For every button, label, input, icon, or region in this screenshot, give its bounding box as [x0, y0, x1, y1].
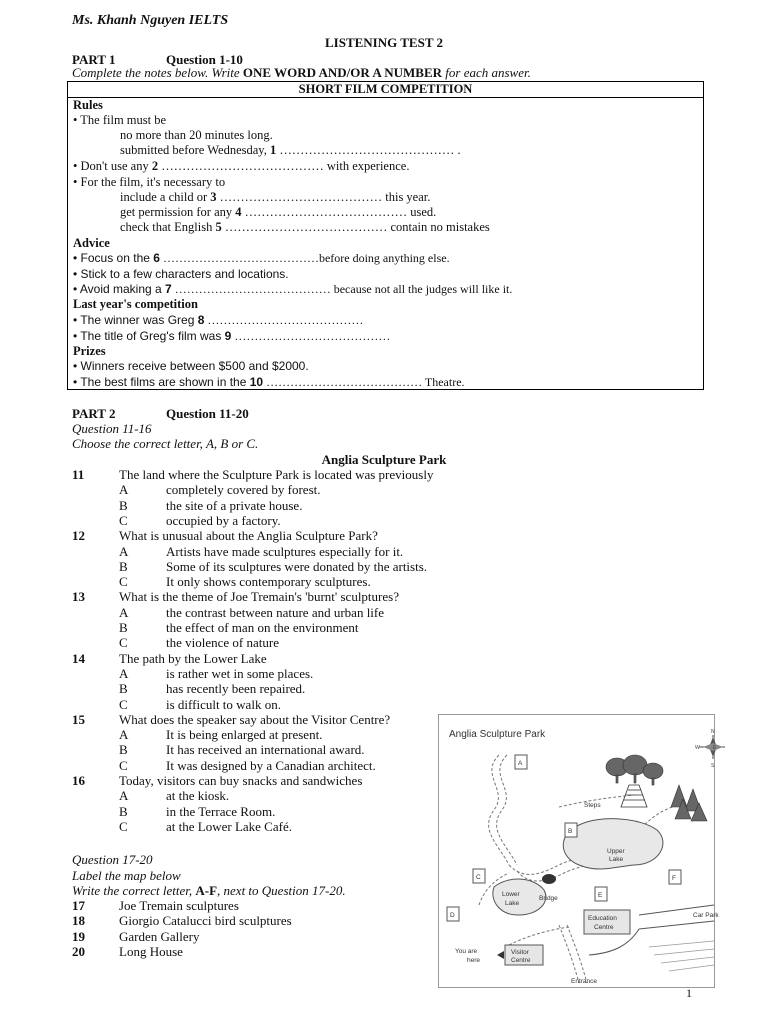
note-gap-10	[73, 375, 465, 390]
instr-pre: Complete the notes below. Write	[72, 65, 243, 80]
note-text: • The title of Greg's film was	[73, 329, 225, 343]
letter-c: C	[476, 874, 481, 881]
bridge-label: Bridge	[539, 895, 558, 902]
note-line: • The film must be	[73, 113, 167, 127]
option-text[interactable]: It was designed by a Canadian architect.	[166, 757, 376, 773]
letter-d: D	[450, 912, 455, 919]
part2-label: PART 2	[72, 406, 116, 421]
question-number: 11	[72, 467, 85, 482]
note-gap-6	[73, 251, 450, 266]
answer-blank[interactable]: ………………………………… because not all the judges will like it.	[171, 282, 513, 296]
part1-questions: Question 1-10	[166, 52, 243, 67]
note-gap-5	[120, 220, 490, 235]
note-text: get permission for any	[120, 205, 236, 219]
option-text[interactable]: at the kiosk.	[166, 788, 230, 804]
compass-icon	[695, 729, 725, 769]
question-number: 14	[72, 650, 85, 666]
letter-a: A	[518, 760, 523, 767]
map-item-name: Joe Tremain sculptures	[119, 898, 239, 913]
option-text[interactable]: in the Terrace Room.	[166, 803, 276, 819]
gap-number: 5	[215, 220, 222, 234]
map-item-name: Giorgio Catalucci bird sculptures	[119, 913, 292, 929]
question-number: 19	[72, 928, 85, 944]
question-number: 13	[72, 589, 85, 605]
test-title: LISTENING TEST 2	[324, 35, 444, 50]
note-gap-9	[73, 329, 390, 344]
note-text: • The winner was Greg	[73, 313, 198, 327]
option-letter[interactable]: C	[119, 757, 128, 773]
letter-f: F	[672, 875, 676, 882]
option-text[interactable]: the effect of man on the environment	[166, 620, 359, 635]
option-text[interactable]: the site of a private house.	[166, 497, 303, 513]
instr-bold: A-F	[195, 883, 218, 898]
note-text: submitted before Wednesday,	[120, 143, 270, 157]
answer-blank[interactable]: ………………………………… used.	[241, 205, 437, 219]
trees-icon	[606, 755, 707, 821]
page-number: 1	[686, 986, 692, 1000]
letter-e: E	[598, 892, 603, 899]
prizes-heading: Prizes	[73, 344, 106, 358]
note-gap-2	[73, 159, 409, 174]
notes-box-title: SHORT FILM COMPETITION	[68, 82, 703, 98]
option-letter[interactable]: B	[119, 497, 128, 513]
question-text: Today, visitors can buy snacks and sandwiches	[119, 773, 363, 788]
map-instruction-2	[72, 883, 346, 899]
gap-number: 10	[249, 375, 264, 389]
option-letter[interactable]: C	[119, 574, 128, 590]
note-line: • For the film, it's necessary to	[73, 175, 226, 189]
part2-heading	[72, 406, 249, 422]
option-text[interactable]: is difficult to walk on.	[166, 696, 281, 712]
option-letter[interactable]: A	[119, 543, 129, 559]
note-gap-1	[120, 143, 461, 158]
option-letter[interactable]: C	[119, 635, 128, 651]
entrance-label: Entrance	[571, 978, 598, 985]
compass-e: E	[713, 745, 717, 751]
answer-blank[interactable]: …………………………………… .	[276, 143, 461, 157]
answer-blank[interactable]: …………………………………	[204, 313, 364, 327]
question-number: 17	[72, 898, 85, 913]
option-text[interactable]: It has received an international award.	[166, 742, 365, 758]
note-text: • Don't use any	[73, 159, 152, 173]
you-are-here-2: here	[467, 957, 481, 964]
option-text[interactable]: occupied by a factory.	[166, 512, 281, 528]
note-line: no more than 20 minutes long.	[120, 128, 273, 142]
rules-heading: Rules	[73, 98, 103, 112]
answer-blank[interactable]: ………………………………… with experience.	[158, 159, 410, 173]
gap-number: 3	[210, 190, 217, 204]
option-letter[interactable]: B	[119, 558, 128, 574]
option-text[interactable]: Some of its sculptures were donated by the artists.	[166, 558, 428, 574]
option-letter[interactable]: C	[119, 696, 128, 712]
option-text[interactable]: at the Lower Lake Café.	[166, 818, 292, 834]
option-letter[interactable]: C	[119, 512, 128, 528]
part2-questions: Question 11-20	[166, 406, 249, 421]
option-letter[interactable]: B	[119, 803, 128, 819]
answer-blank[interactable]: ………………………………… Theatre.	[263, 375, 465, 389]
lower-lake-label-2: Lake	[505, 900, 520, 907]
option-letter[interactable]: A	[119, 604, 129, 620]
question-number: 20	[72, 943, 85, 959]
option-text[interactable]: It is being enlarged at present.	[166, 727, 323, 743]
note-text: • Avoid making a	[73, 282, 166, 296]
question-text: What is unusual about the Anglia Sculpture Park?	[119, 528, 378, 544]
question-text: What does the speaker say about the Visitor Centre?	[119, 711, 391, 727]
option-text[interactable]: It only shows contemporary sculptures.	[166, 574, 371, 590]
gap-number: 1	[270, 143, 277, 157]
note-text: • Focus on the	[73, 251, 154, 265]
option-letter[interactable]: B	[119, 681, 128, 697]
part1-instruction	[72, 65, 531, 81]
note-gap-4	[120, 205, 436, 220]
upper-lake-label-1: Upper	[607, 848, 625, 855]
compass-s: S	[711, 763, 715, 769]
gap-number: 4	[235, 205, 242, 219]
question-number: 15	[72, 711, 85, 727]
letter-b: B	[568, 828, 573, 835]
gap-number: 6	[153, 251, 160, 265]
option-text[interactable]: completely covered by forest.	[166, 482, 321, 498]
question-number: 12	[72, 528, 85, 544]
option-letter[interactable]: A	[119, 788, 129, 804]
upper-lake-label-2: Lake	[609, 856, 624, 863]
answer-blank[interactable]: …………………………………	[231, 329, 391, 343]
note-gap-8	[73, 313, 363, 328]
option-text[interactable]: Artists have made sculptures especially for it.	[166, 543, 404, 559]
note-text: include a child or	[120, 190, 211, 204]
education-label-2: Centre	[594, 924, 614, 931]
education-label-1: Education	[588, 915, 617, 922]
map-title: Anglia Sculpture Park	[449, 729, 546, 740]
you-are-here-arrow-icon	[497, 951, 504, 959]
compass-n: N	[711, 729, 715, 735]
park-map-svg	[439, 715, 719, 987]
notes-box	[67, 81, 704, 390]
option-letter[interactable]: A	[119, 727, 129, 743]
answer-blank[interactable]: …………………………………before doing anything else.	[159, 251, 450, 265]
bridge-icon	[542, 874, 556, 884]
instr-post: for each answer.	[442, 65, 531, 80]
map-item-name: Garden Gallery	[119, 928, 200, 944]
advice-heading: Advice	[73, 236, 110, 250]
gap-number: 9	[224, 329, 232, 343]
option-letter[interactable]: B	[119, 742, 128, 758]
author-name: Ms. Khanh Nguyen IELTS	[72, 13, 229, 28]
visitor-label-1: Visitor	[511, 949, 529, 956]
option-text[interactable]: the violence of nature	[166, 635, 279, 651]
you-are-here-1: You are	[455, 948, 478, 955]
answer-blank[interactable]: ………………………………… contain no mistakes	[221, 220, 490, 234]
question-number: 18	[72, 913, 85, 929]
part2-subheading: Question 11-16	[72, 421, 152, 436]
instr-bold: ONE WORD AND/OR A NUMBER	[242, 65, 443, 80]
instr-post: , next to Question 17-20.	[217, 883, 346, 898]
car-park-label: Car Park	[693, 912, 719, 919]
steps-icon	[621, 785, 647, 807]
part1-label: PART 1	[72, 52, 116, 67]
note-text: check that English	[120, 220, 216, 234]
option-text[interactable]: the contrast between nature and urban life	[166, 604, 385, 620]
part2-subheading-2: Question 17-20	[72, 852, 153, 867]
compass-w: W	[695, 745, 700, 751]
option-text[interactable]: is rather wet in some places.	[166, 665, 314, 681]
option-text[interactable]: has recently been repaired.	[166, 681, 306, 697]
option-letter[interactable]: B	[119, 620, 128, 635]
gap-number: 7	[165, 282, 172, 296]
note-gap-7	[73, 282, 512, 297]
option-letter[interactable]: C	[119, 818, 128, 834]
lower-lake-label-1: Lower	[502, 891, 520, 898]
last-year-heading: Last year's competition	[73, 297, 198, 311]
park-map	[438, 714, 719, 988]
visitor-label-2: Centre	[511, 957, 531, 964]
option-letter[interactable]: A	[119, 665, 129, 681]
question-text: What is the theme of Joe Tremain's 'burnt' sculptures?	[119, 589, 399, 605]
gap-number: 8	[197, 313, 205, 327]
answer-blank[interactable]: ………………………………… this year.	[216, 190, 431, 204]
map-item-name: Long House	[119, 943, 183, 959]
road-lines	[649, 941, 714, 971]
question-text: The path by the Lower Lake	[119, 650, 267, 666]
note-text: • The best films are shown in the	[73, 375, 250, 389]
steps-label: Steps	[584, 802, 601, 809]
note-gap-3	[120, 190, 430, 205]
note-line: • Winners receive between $500 and $2000.	[73, 359, 309, 373]
question-text: The land where the Sculpture Park is located was previously	[119, 467, 434, 482]
part2-instruction: Choose the correct letter, A, B or C.	[72, 436, 259, 451]
gap-number: 2	[151, 159, 159, 173]
map-instruction-1: Label the map below	[72, 868, 181, 883]
section-heading: Anglia Sculpture Park	[321, 452, 447, 467]
question-number: 16	[72, 773, 85, 788]
note-line: • Stick to a few characters and locations.	[73, 267, 289, 281]
option-letter[interactable]: A	[119, 482, 129, 498]
instr-pre: Write the correct letter,	[72, 883, 196, 898]
